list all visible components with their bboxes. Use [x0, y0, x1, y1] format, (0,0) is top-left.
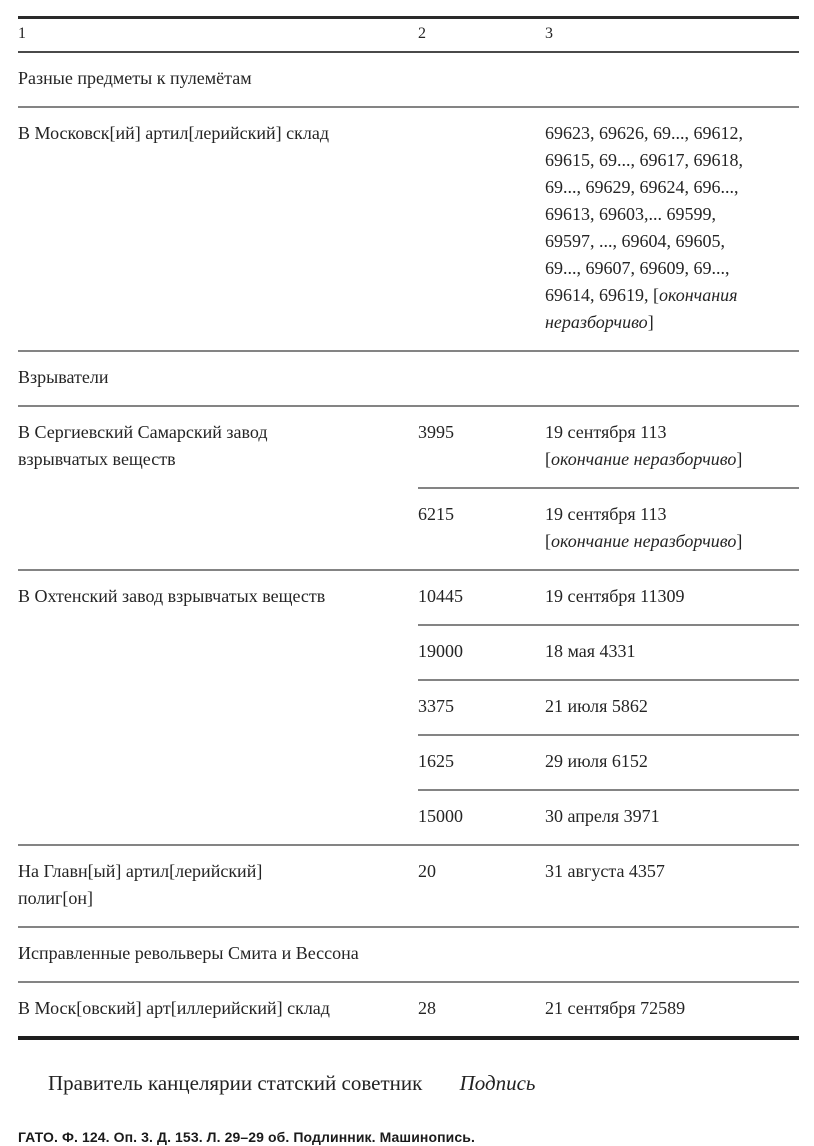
table-row	[18, 406, 799, 488]
illegible-note: окончание неразборчиво	[551, 531, 737, 551]
table-row	[18, 570, 799, 625]
table-row	[18, 982, 799, 1038]
section-row	[18, 351, 799, 406]
cell-info: 21 сентября 72589	[545, 998, 686, 1018]
cell-destination: В Охтенский завод взрывчатых веществ	[18, 570, 418, 845]
table-header-row	[18, 18, 799, 53]
section-row	[18, 52, 799, 107]
archive-reference: ГАТО. Ф. 124. Оп. 3. Д. 153. Л. 29–29 об. Подлинник. Машинопись.	[18, 1129, 475, 1145]
cell-info: 30 апреля 3971	[545, 790, 799, 845]
cell-quantity: 1625	[418, 735, 545, 790]
cell-info: 19 сентября 11309	[545, 570, 799, 625]
cell-info: 21 июля 5862	[545, 680, 799, 735]
cell-info: 19 сентября 113 [окончание неразборчиво]	[545, 488, 799, 570]
cell-quantity: 6215	[418, 488, 545, 570]
cell-info: 69623, 69626, 69..., 69612, 69615, 69..., 69617, 69618, 69..., 69629, 69624, 696..., 69613, 69603,... 69599, 69597, ..., 69604, 69605, 69..., 69607, 69609, 69..., 69614, 69619, [окончания неразборчиво]	[545, 107, 799, 351]
column-header-1: 1	[18, 18, 418, 53]
cell-info: 18 мая 4331	[545, 625, 799, 680]
cell-info: 19 сентября 113 [окончание неразборчиво]	[545, 406, 799, 488]
column-header-3: 3	[545, 18, 799, 53]
cell-destination: На Главн[ый] артил[лерийский] полиг[он]	[18, 845, 418, 927]
signature-placeholder: Подпись	[459, 1071, 536, 1095]
illegible-note: окончания неразборчиво	[545, 285, 738, 332]
cell-quantity: 28	[418, 998, 436, 1018]
cell-quantity: 3995	[418, 406, 545, 488]
cell-info: 29 июля 6152	[545, 735, 799, 790]
cell-quantity: 19000	[418, 625, 545, 680]
cell-quantity: 10445	[418, 570, 545, 625]
section-label: Исправленные револьверы Смита и Вессона	[18, 927, 799, 982]
section-label: Взрыватели	[18, 351, 799, 406]
table-body	[18, 52, 799, 1038]
document-page	[0, 16, 814, 1145]
table-row	[18, 845, 799, 927]
illegible-note: окончание неразборчиво	[551, 449, 737, 469]
cell-quantity: 15000	[418, 790, 545, 845]
column-header-2: 2	[418, 18, 545, 53]
table-row	[18, 107, 799, 351]
cell-destination: В Моск[овский] арт[иллерийский] склад	[18, 998, 330, 1018]
section-label: Разные предметы к пулемётам	[18, 52, 799, 107]
cell-info: 31 августа 4357	[545, 845, 799, 927]
supply-table	[18, 16, 799, 1040]
signature-line	[48, 1070, 814, 1096]
cell-destination: В Московск[ий] артил[лерийский] склад	[18, 107, 418, 351]
section-row	[18, 927, 799, 982]
cell-destination: В Сергиевский Самарский завод взрывчатых веществ	[18, 406, 418, 570]
signature-title: Правитель канцелярии статский советник	[48, 1071, 423, 1095]
cell-quantity: 3375	[418, 680, 545, 735]
cell-quantity	[418, 107, 545, 351]
cell-quantity: 20	[418, 845, 545, 927]
